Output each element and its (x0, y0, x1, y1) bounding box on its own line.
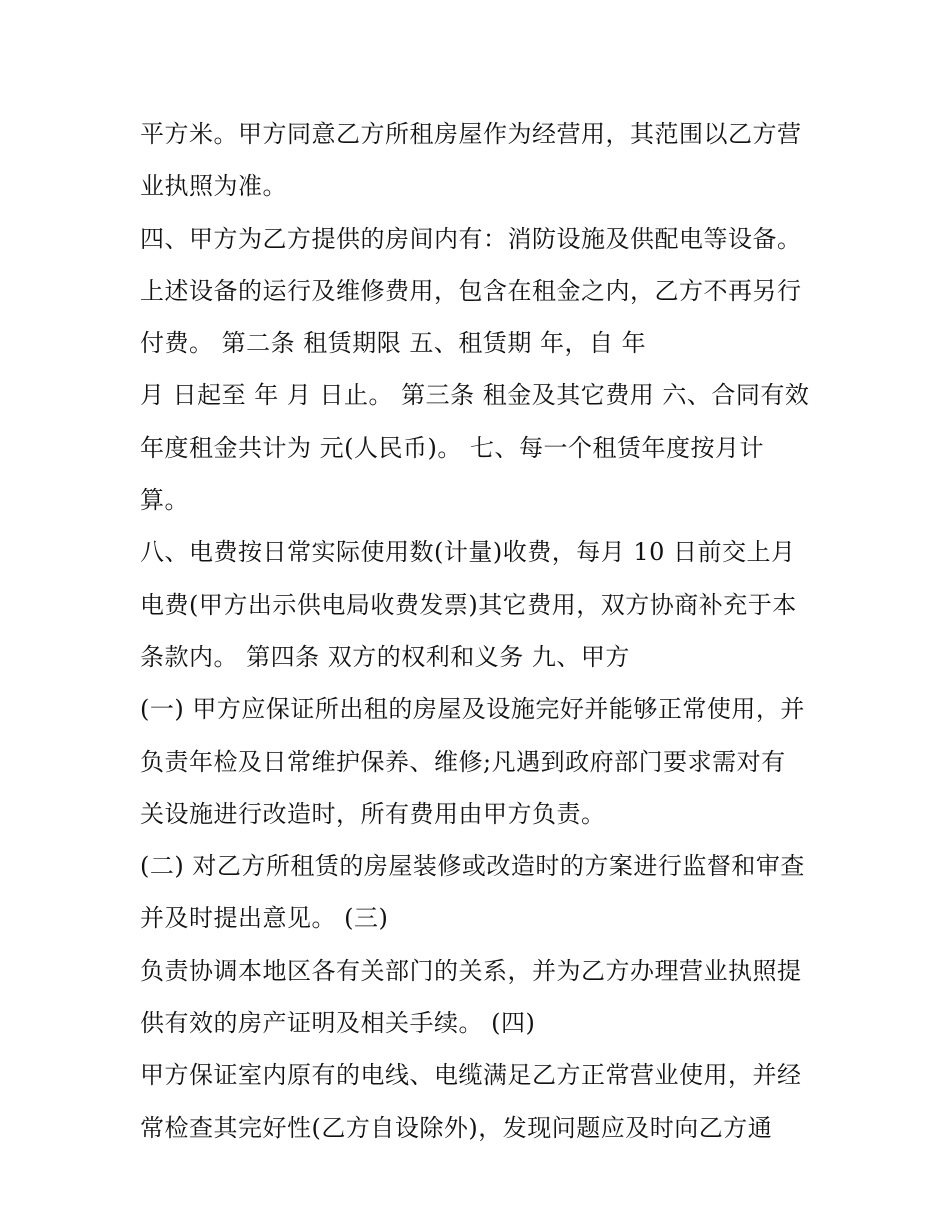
text-line: 供有效的房产证明及相关手续。 (四) (140, 1009, 536, 1038)
text-line: 电费(甲方出示供电局收费发票)其它费用，双方协商补充于本 (140, 590, 797, 619)
text-line: 条款内。 第四条 双方的权利和义务 九、甲方 (140, 642, 630, 671)
text-line: 年度租金共计为 元(人民币)。 七、每一个租赁年度按月计 (140, 433, 764, 462)
text-line: (一) 甲方应保证所出租的房屋及设施完好并能够正常使用，并 (140, 695, 805, 724)
text-line: 常检查其完好性(乙方自设除外)，发现问题应及时向乙方通 (140, 1113, 773, 1142)
text-line: 甲方保证室内原有的电线、电缆满足乙方正常营业使用，并经 (140, 1061, 802, 1090)
text-line: 并及时提出意见。 (三) (140, 904, 389, 933)
text-line: 业执照为准。 (140, 172, 287, 201)
text-line: 平方米。甲方同意乙方所租房屋作为经营用，其范围以乙方营 (140, 120, 802, 148)
text-line: (二) 对乙方所租赁的房屋装修或改造时的方案进行监督和审查 (140, 852, 805, 881)
text-line: 上述设备的运行及维修费用，包含在租金之内，乙方不再另行 (140, 276, 802, 305)
text-line: 关设施进行改造时，所有费用由甲方负责。 (140, 799, 606, 828)
text-line: 算。 (140, 486, 189, 515)
text-line: 八、电费按日常实际使用数(计量)收费，每月 10 日前交上月 (140, 538, 796, 567)
text-line: 付费。 第二条 租赁期限 五、租赁期 年，自 年 (140, 329, 647, 358)
contract-text-block (140, 108, 830, 1154)
text-line: 四、甲方为乙方提供的房间内有：消防设施及供配电等设备。 (140, 224, 802, 253)
text-line: 负责协调本地区各有关部门的关系，并为乙方办理营业执照提 (140, 956, 802, 985)
text-line: 负责年检及日常维护保养、维修;凡遇到政府部门要求需对有 (140, 747, 786, 776)
text-line: 月 日起至 年 月 日止。 第三条 租金及其它费用 六、合同有效 (140, 381, 810, 410)
